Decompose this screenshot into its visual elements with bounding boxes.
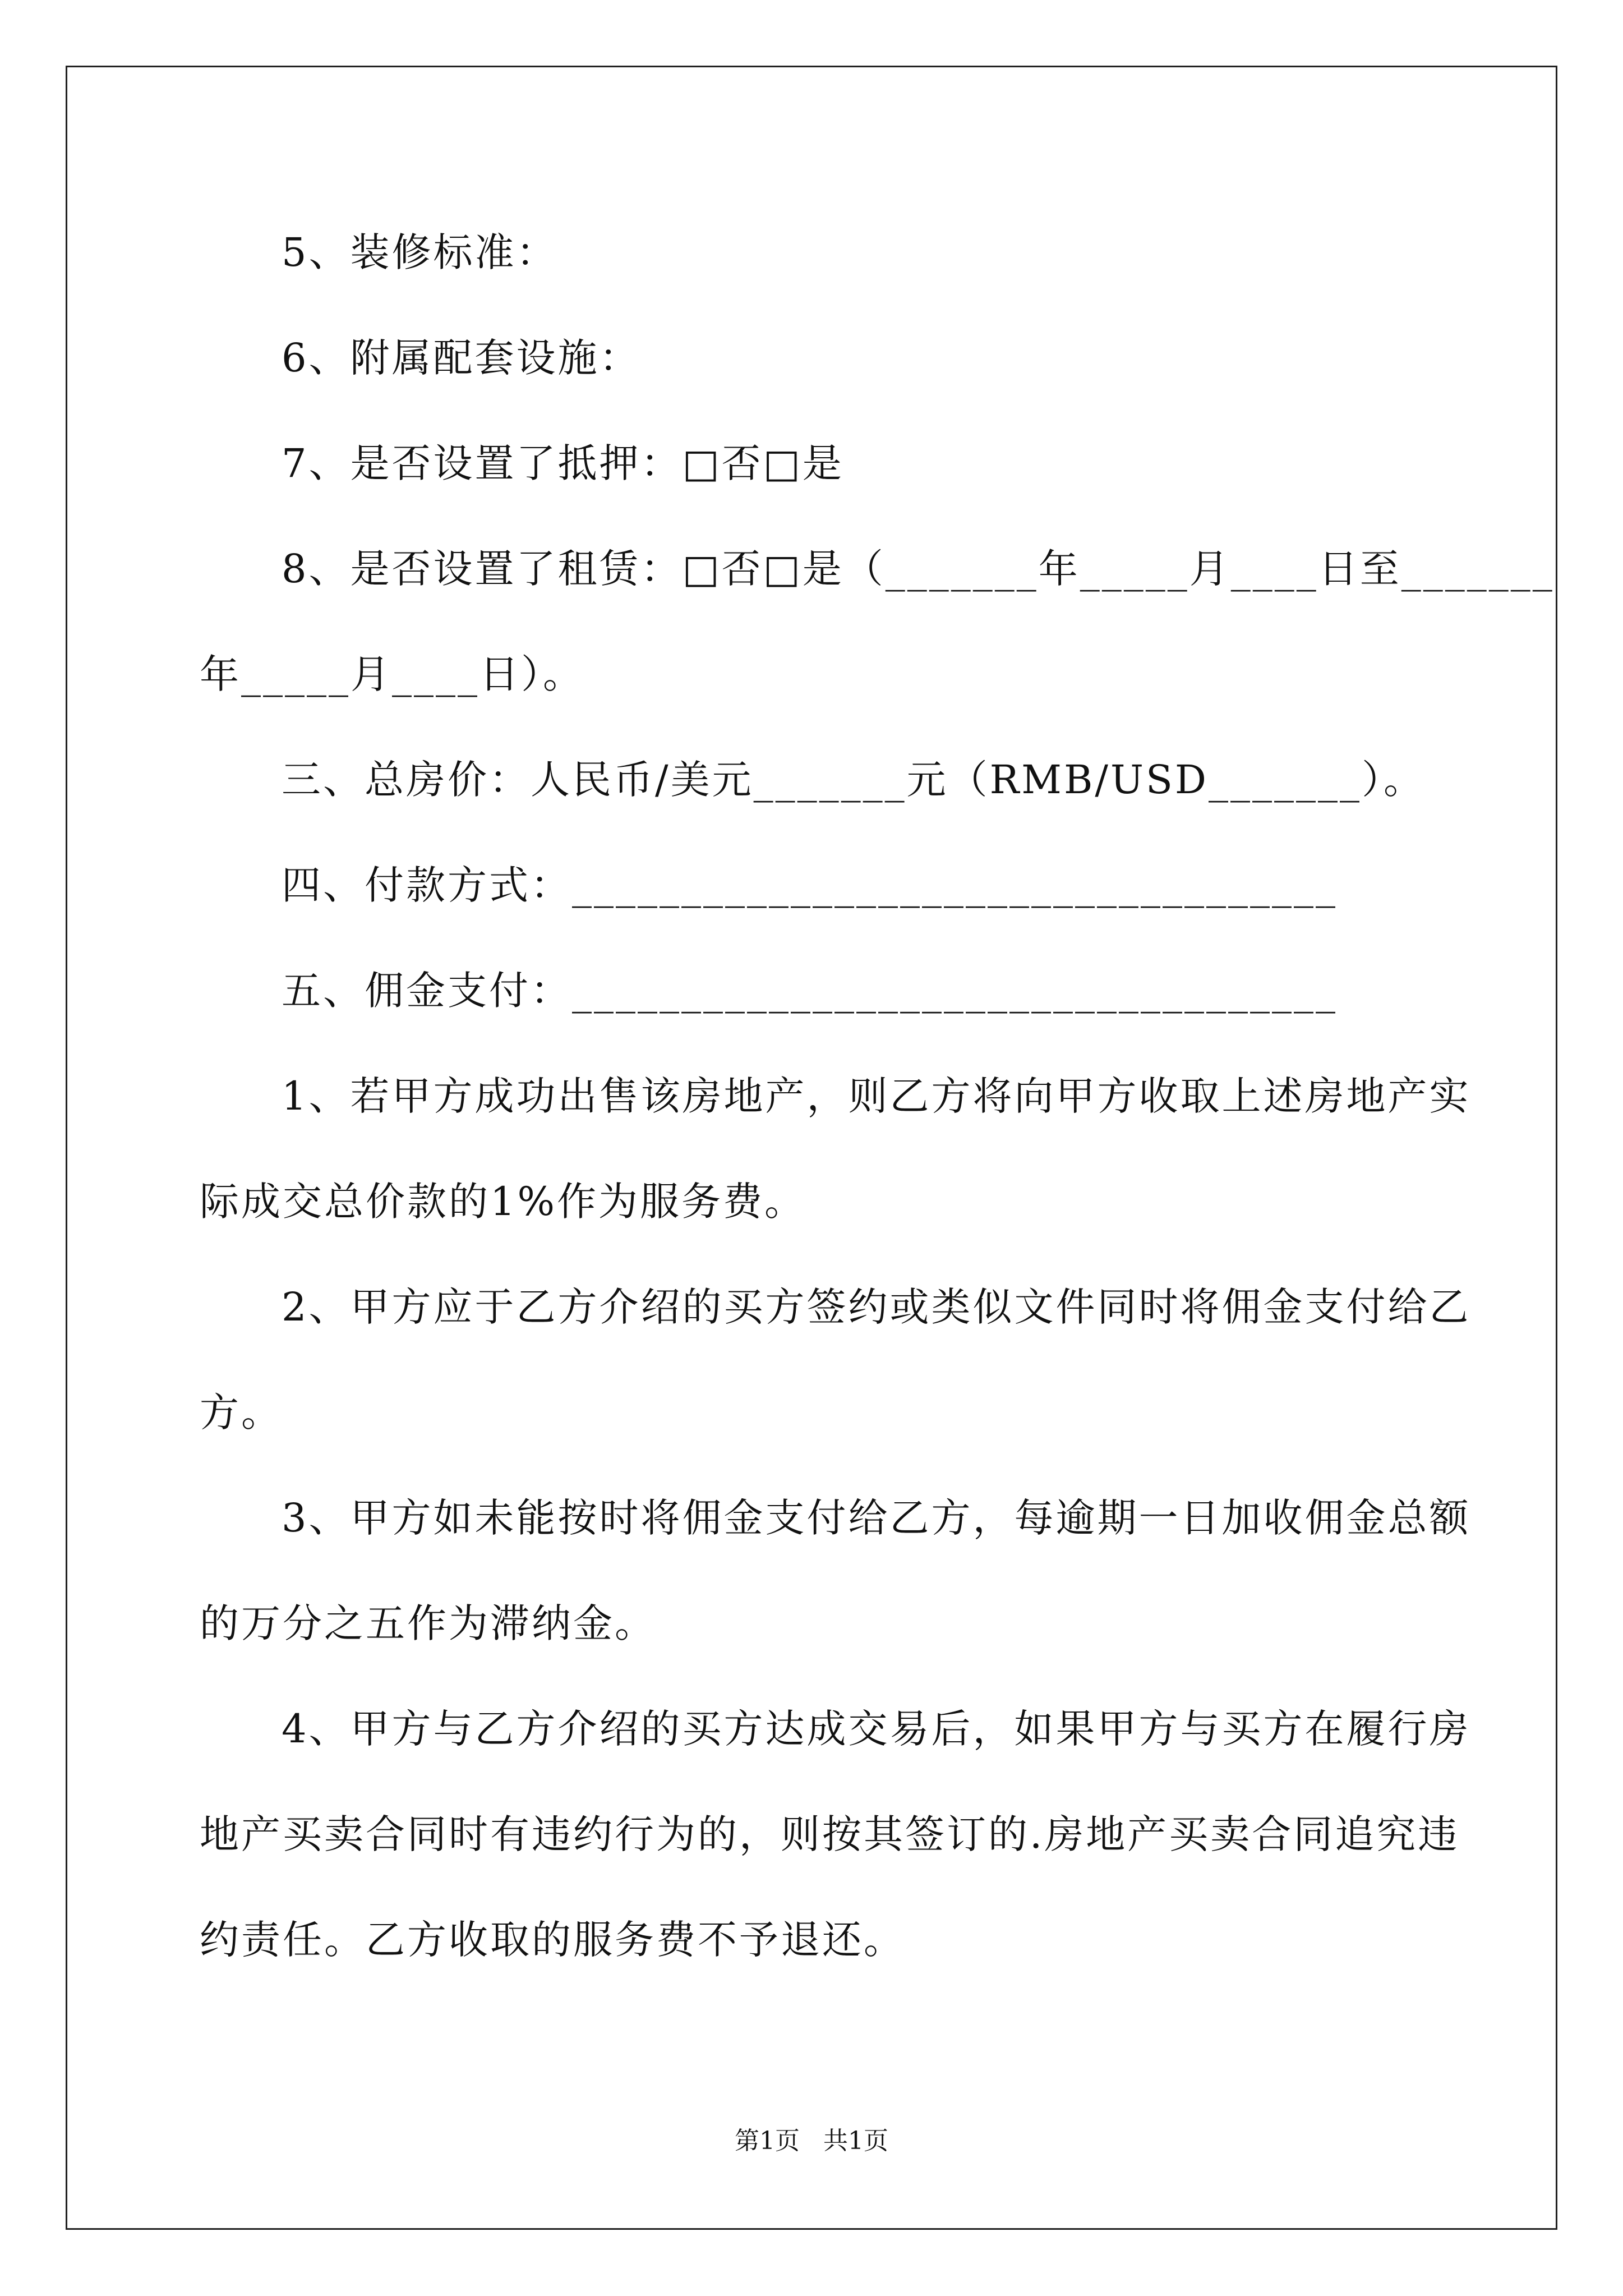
clause-4-line-1: 4、甲方与乙方介绍的买方达成交易后，如果甲方与买方在履行房	[282, 1706, 1471, 1752]
item-6-ancillary-facilities: 6、附属配套设施：	[282, 335, 641, 381]
section-4-payment-method: 四、付款方式：___________________________________	[282, 862, 1338, 908]
clause-2-line-1: 2、甲方应于乙方介绍的买方签约或类似文件同时将佣金支付给乙	[282, 1284, 1471, 1330]
clause-3-line-2: 的万分之五作为滞纳金。	[200, 1600, 656, 1646]
clause-3-line-1: 3、甲方如未能按时将佣金支付给乙方，每逾期一日加收佣金总额	[282, 1495, 1471, 1541]
clause-1-line-1: 1、若甲方成功出售该房地产，则乙方将向甲方收取上述房地产实	[282, 1073, 1471, 1119]
clause-4-line-2: 地产买卖合同时有违约行为的，则按其签订的.房地产买卖合同追究违	[200, 1811, 1460, 1857]
clause-1-line-2: 际成交总价款的1%作为服务费。	[200, 1179, 806, 1225]
item-7-mortgage: 7、是否设置了抵押：□否□是	[282, 440, 844, 486]
clause-4-line-3: 约责任。乙方收取的服务费不予退还。	[200, 1917, 905, 1963]
clause-2-line-2: 方。	[200, 1389, 283, 1435]
item-8-lease-line-1: 8、是否设置了租赁：□否□是（_______年_____月____日至_______	[282, 546, 1555, 592]
item-5-decoration-standard: 5、装修标准：	[282, 229, 558, 275]
page-number-footer: 第1页 共1页	[735, 2127, 888, 2155]
section-5-commission: 五、佣金支付：___________________________________	[282, 968, 1338, 1014]
section-3-total-price: 三、总房价：人民币/美元_______元（RMB/USD_______）。	[282, 757, 1426, 803]
page-border	[66, 66, 1557, 2230]
item-8-lease-line-2: 年_____月____日）。	[200, 651, 584, 697]
